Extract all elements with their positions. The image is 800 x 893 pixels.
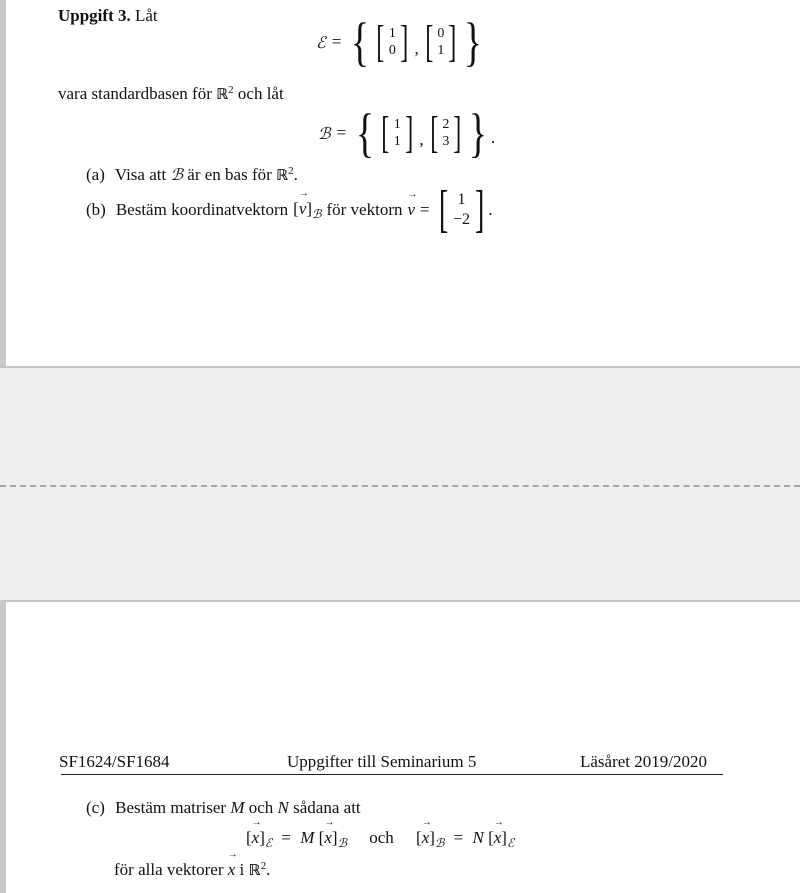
header-course: SF1624/SF1684 (59, 752, 170, 771)
problem-heading: Uppgift 3. Låt (58, 6, 158, 25)
page-one (0, 0, 800, 366)
subproblem-a: (a) Visa att ℬ är en bas för ℝ$^2$. (86, 165, 298, 184)
basis-b-formula: ℬ = { [ 1 1 ] , [ 2 3 ] } . (318, 103, 496, 163)
b-vector-1: [ 1 1 ] (381, 108, 414, 157)
header-rule (61, 774, 723, 775)
change-of-basis-formula: [→ $x]_ℰ = M$ [→ $x]_ℬ$ och [→ $x]_ℬ = N$ [→ $x]_ℰ$ (246, 828, 514, 850)
header-year: Läsåret 2019/2020 (580, 752, 707, 771)
standard-basis-formula: ℰ = { [ 1 0 ] , [ 0 1 ] } (316, 12, 483, 72)
page-gap (0, 366, 800, 600)
page-two (0, 600, 800, 893)
subproblem-c: (c) Bestäm matriser M och N sådana att (86, 798, 361, 817)
v-vector: [ 1 −2 ] (438, 181, 485, 238)
e-vector-2: [ 0 1 ] (425, 17, 457, 66)
standard-basis-text: vara standardbasen för ℝ$^2$ och låt (58, 84, 284, 103)
for-all-vectors-line: för alla vektorer → x i ℝ$^2$. (114, 860, 270, 880)
e-vector-1: [ 1 0 ] (376, 17, 409, 66)
subproblem-b: (b) Bestäm koordinatvektorn [→ $v]_ℬ$ för vektorn → v = [ 1 −2 ] . (86, 186, 493, 234)
page-break-dashed-line (0, 485, 800, 487)
b-vector-2: [ 2 3 ] (429, 108, 462, 157)
header-title: Uppgifter till Seminarium 5 (287, 752, 477, 771)
